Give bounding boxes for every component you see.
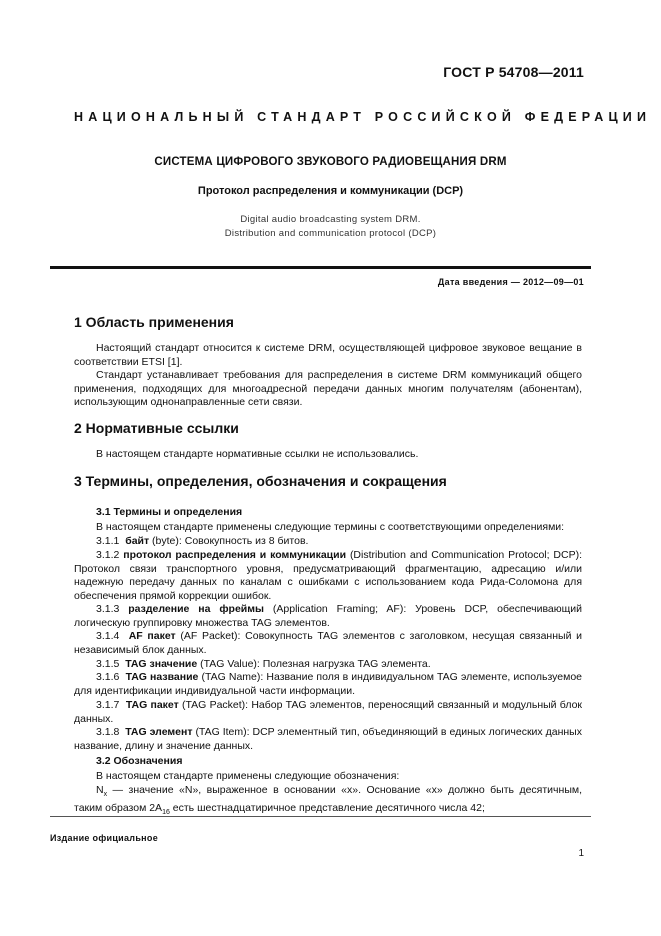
term-3-1-2	[74, 549, 582, 603]
notation-intro: В настоящем стандарте применены следующие обозначения:	[96, 770, 400, 782]
edition-label: Издание официальное	[50, 833, 159, 843]
notation-example-subscript: 16	[162, 808, 170, 816]
subsection-3-2-heading: 3.2 Обозначения	[96, 755, 183, 767]
term-name: протокол распределения и коммуникации	[123, 549, 347, 561]
term-definition: (TAG Item): DCP элементный тип, объединяющий в единых логических данных название, длину и значение данных.	[74, 726, 582, 752]
term-3-1-4	[74, 630, 582, 657]
terms-intro: В настоящем стандарте применены следующие термины с соответствующими определениями:	[96, 521, 565, 533]
term-number: 3.1.8	[96, 726, 120, 738]
term-name: TAG значение	[125, 658, 198, 670]
section-3-heading: 3 Термины, определения, обозначения и сокращения	[74, 473, 447, 489]
term-number: 3.1.4	[96, 630, 120, 642]
english-title-line1: Digital audio broadcasting system DRM.	[240, 214, 421, 225]
term-definition: (Application Framing; AF): Уровень DCP, обеспечивающий логическую группировку множества TAG элементов.	[74, 603, 583, 629]
footer-divider	[50, 816, 591, 817]
english-title	[0, 213, 661, 241]
term-number: 3.1.7	[96, 699, 120, 711]
section-2-heading: 2 Нормативные ссылки	[74, 420, 239, 436]
english-title-line2: Distribution and communication protocol (DCP)	[224, 228, 437, 239]
notation-text-b: есть шестнадцатиричное представление десятичного числа 42;	[169, 801, 485, 814]
term-3-1-8	[74, 726, 582, 753]
term-definition: (TAG Value): Полезная нагрузка TAG элемента.	[197, 658, 431, 670]
notation-symbol-subscript: x	[103, 791, 108, 799]
term-definition: (TAG Name): Название поля в индивидуальном TAG элементе, используемое для идентификации индивидуальной части информации.	[74, 671, 583, 697]
term-3-1-7	[74, 699, 582, 726]
term-name: TAG название	[125, 671, 199, 683]
document-title: СИСТЕМА ЦИФРОВОГО ЗВУКОВОГО РАДИОВЕЩАНИЯ DRM	[154, 156, 507, 168]
term-number: 3.1.1	[96, 535, 120, 547]
term-definition: (byte): Совокупность из 8 битов.	[149, 535, 309, 547]
section-1-paragraph-1: Настоящий стандарт относится к системе DRM, осуществляющей цифровое звуковое вещание в соответствии ETSI [1].	[74, 342, 582, 368]
term-3-1-1	[74, 535, 582, 549]
notation-text-a: — значение «N», выраженное в основании «x». Основание «x» должно быть десятичным, таким образом 2A	[74, 784, 582, 814]
page-number: 1	[578, 848, 584, 859]
section-2-paragraph-1: В настоящем стандарте нормативные ссылки не использовались.	[96, 448, 419, 460]
effective-date: Дата введения — 2012—09—01	[437, 277, 584, 287]
term-definition: (AF Packet): Совокупность TAG элементов с заголовком, несущая связанный и независимый блок данных.	[74, 630, 582, 656]
term-3-1-3	[74, 603, 582, 630]
term-3-1-6	[74, 671, 582, 698]
document-subtitle: Протокол распределения и коммуникации (DCP)	[197, 185, 464, 197]
section-1-heading: 1 Область применения	[74, 314, 234, 330]
term-name: TAG элемент	[125, 726, 193, 738]
term-definition: (TAG Packet): Набор TAG элементов, переносящий связанный и модульный блок данных.	[74, 699, 582, 725]
term-number: 3.1.6	[96, 671, 120, 683]
term-3-1-5	[74, 658, 582, 672]
standard-id: ГОСТ Р 54708—2011	[443, 64, 584, 80]
notation-symbol: N	[96, 784, 104, 796]
term-definition: (Distribution and Communication Protocol; DCP): Протокол связи транспортного уровня, предусматривающий фрагментацию, адресацию и/или надежную передачу данных по каналам с ошибками с использованием кода Рида-Соломона для обеспечения прямой коррекции ошибок.	[74, 549, 583, 602]
term-name: разделение на фреймы	[128, 603, 264, 615]
term-number: 3.1.5	[96, 658, 120, 670]
term-number: 3.1.2	[96, 549, 120, 561]
term-name: AF пакет	[128, 630, 176, 642]
section-1-paragraph-2: Стандарт устанавливает требования для распределения в системе DRM коммуникаций общего применения, подходящих для многоадресной передачи данных многим получателям (абонентам), использующим однонаправленные сети связи.	[74, 369, 582, 409]
term-name: байт	[125, 535, 150, 547]
title-divider	[50, 266, 591, 269]
subsection-3-1-heading: 3.1 Термины и определения	[96, 506, 243, 518]
term-number: 3.1.3	[96, 603, 120, 615]
term-name: TAG пакет	[125, 699, 179, 711]
national-standard-banner: НАЦИОНАЛЬНЫЙ СТАНДАРТ РОССИЙСКОЙ ФЕДЕРАЦИИ	[74, 110, 652, 124]
notation-item	[74, 784, 582, 819]
